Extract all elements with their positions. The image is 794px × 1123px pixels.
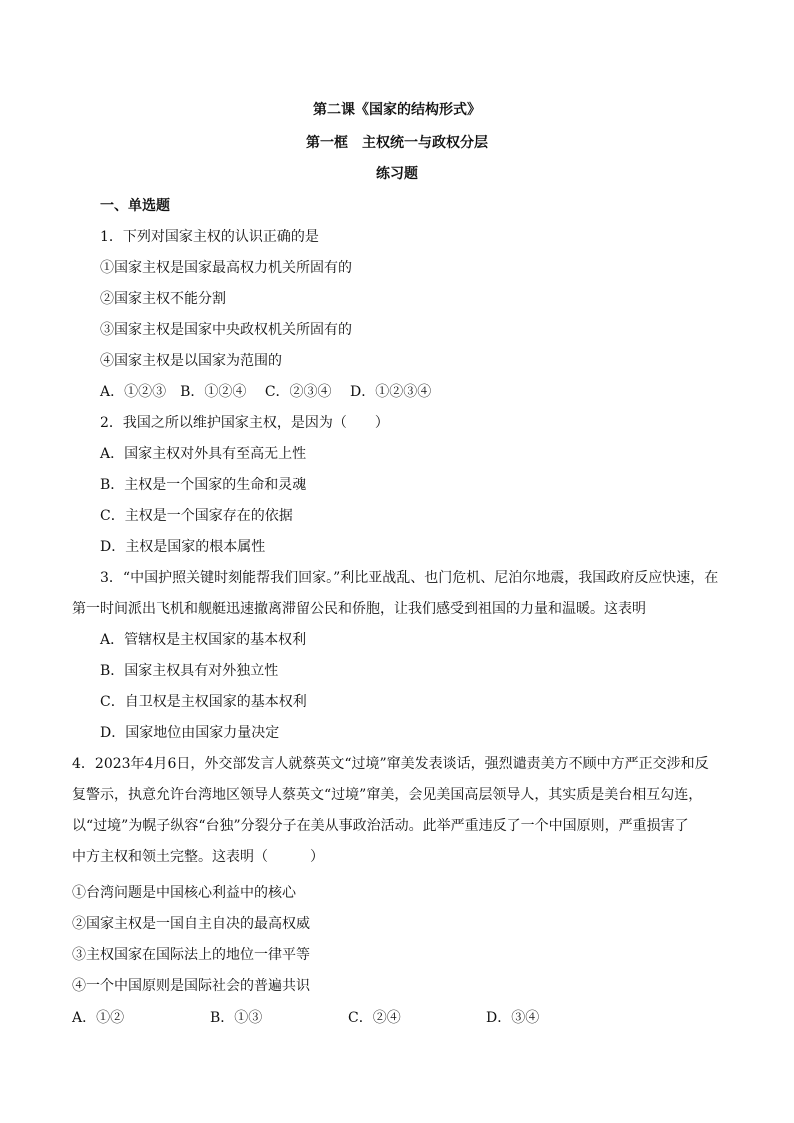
q3-option-c: C．自卫权是主权国家的基本权利 [100, 694, 307, 710]
q4-item-1: ①台湾问题是中国核心利益中的核心 [72, 885, 296, 901]
q1-item-3: ③国家主权是国家中央政权机关所固有的 [100, 322, 352, 338]
doc-title: 第二课《国家的结构形式》 [313, 102, 481, 118]
doc-type: 练习题 [376, 166, 418, 182]
q3-stem-line-1: 3．“中国护照关键时刻能帮我们回家。”利比亚战乱、也门危机、尼泊尔地震，我国政府反应快速，在 [100, 570, 719, 586]
q2-option-a: A．国家主权对外具有至高无上性 [100, 446, 307, 462]
q3-option-b: B．国家主权具有对外独立性 [100, 663, 279, 679]
q4-option-c: C．②④ [348, 1010, 401, 1026]
q1-item-4: ④国家主权是以国家为范围的 [100, 353, 282, 369]
q3-option-a: A．管辖权是主权国家的基本权利 [100, 632, 307, 648]
q1-item-2: ②国家主权不能分割 [100, 291, 226, 307]
q3-option-d: D．国家地位由国家力量决定 [100, 725, 280, 741]
q2-stem: 2．我国之所以维护国家主权，是因为（ ） [100, 415, 389, 431]
q2-option-c: C．主权是一个国家存在的依据 [100, 508, 293, 524]
q4-option-d: D．③④ [486, 1010, 540, 1026]
q4-stem-line-3: 以“过境”为幌子纵容“台独”分裂分子在美从事政治活动。此举严重违反了一个中国原则，严重损害了 [72, 818, 689, 834]
q4-option-b: B．①③ [210, 1010, 263, 1026]
q4-option-a: A．①② [72, 1010, 125, 1026]
q2-option-d: D．主权是国家的根本属性 [100, 539, 266, 555]
q4-item-2: ②国家主权是一国自主自决的最高权威 [72, 916, 310, 932]
q1-options: A．①②③ B．①②④ C．②③④ D．①②③④ [100, 384, 432, 400]
q4-item-3: ③主权国家在国际法上的地位一律平等 [72, 947, 310, 963]
q3-stem-line-2: 第一时间派出飞机和舰艇迅速撤离滞留公民和侨胞，让我们感受到祖国的力量和温暖。这表明 [72, 601, 646, 617]
q4-stem-line-1: 4．2023年4月6日，外交部发言人就蔡英文“过境”窜美发表谈话，强烈谴责美方不顾中方严正交涉和反 [72, 756, 709, 772]
q1-item-1: ①国家主权是国家最高权力机关所固有的 [100, 260, 352, 276]
section-heading: 一、单选题 [100, 198, 170, 214]
q1-stem: 1．下列对国家主权的认识正确的是 [100, 229, 319, 245]
q4-stem-line-4: 中方主权和领土完整。这表明（ ） [72, 849, 324, 865]
q4-item-4: ④一个中国原则是国际社会的普遍共识 [72, 978, 310, 994]
doc-subtitle: 第一框 主权统一与政权分层 [306, 135, 488, 151]
q2-option-b: B．主权是一个国家的生命和灵魂 [100, 477, 307, 493]
q4-stem-line-2: 复警示，执意允许台湾地区领导人蔡英文“过境”窜美，会见美国高层领导人，其实质是美台相互勾连， [72, 787, 703, 803]
